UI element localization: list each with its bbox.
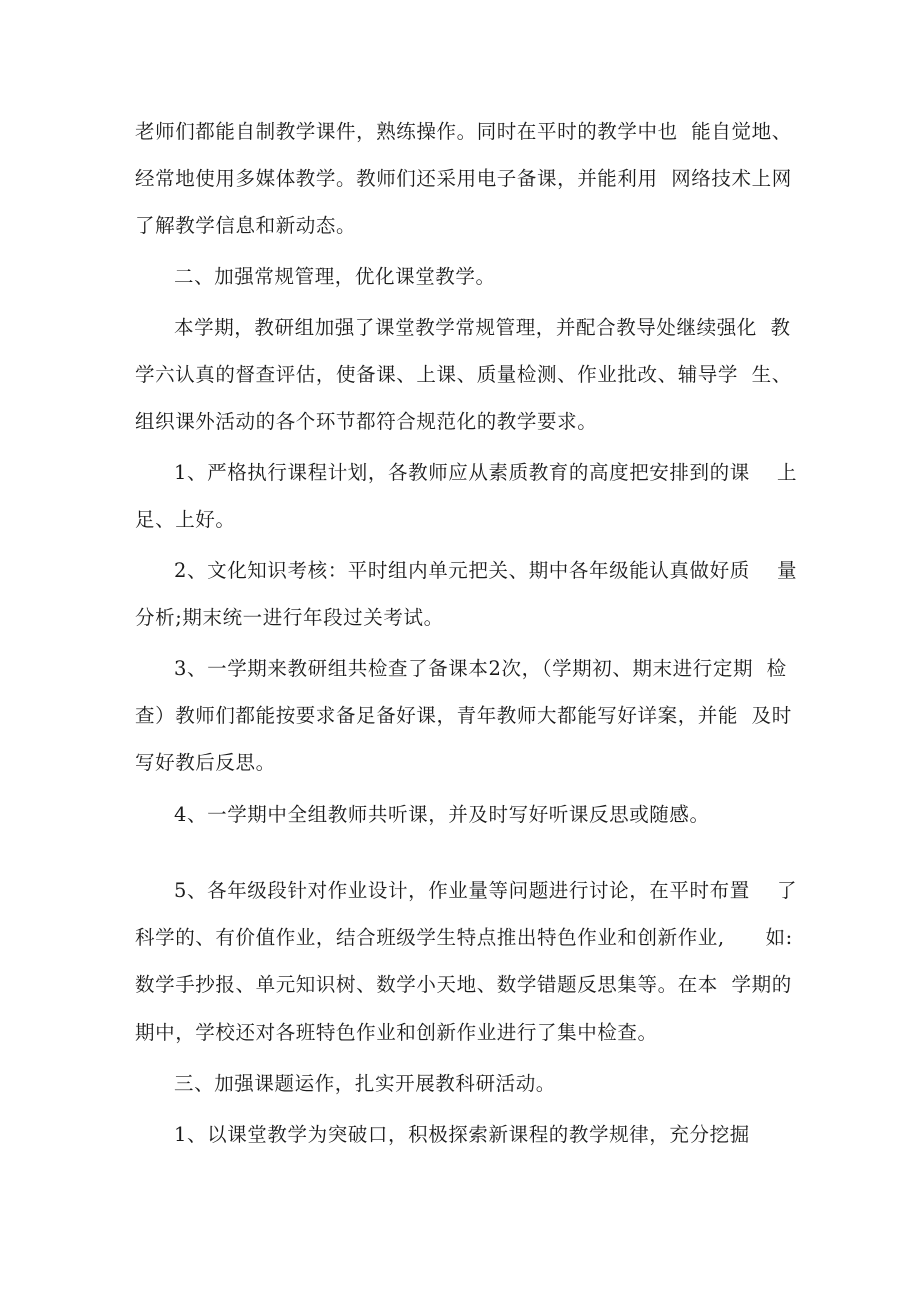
list-item: 3、一学期来教研组共检查了备课本2次，（学期初、期末进行定期 检 [174, 657, 787, 680]
text-line: 老师们都能自制教学课件，熟练操作。同时在平时的教学中也 能自觉地、 [135, 120, 792, 143]
text-line: 足、上好。 [135, 508, 236, 531]
text-line: 查）教师们都能按要求备足备好课，青年教师大都能写好详案，并能 及时 [135, 704, 792, 727]
text-line: 经常地使用多媒体教学。教师们还采用电子备课，并能利用 网络技术上网 [135, 167, 792, 190]
list-item: 4、一学期中全组教师共听课，并及时写好听课反思或随感。 [174, 803, 710, 826]
list-item: 1、以课堂教学为突破口，积极探索新课程的教学规律，充分挖掘 [174, 1123, 750, 1146]
text-line: 了解教学信息和新动态。 [135, 214, 357, 237]
text-line: 学六认真的督查评估，使备课、上课、质量检测、作业批改、辅导学 生、 [135, 363, 792, 386]
text-line: 科学的、有价值作业，结合班级学生特点推出特色作业和创新作业, 如: [135, 926, 793, 949]
list-item: 1、严格执行课程计划，各教师应从素质教育的高度把安排到的课 上 [174, 461, 798, 484]
section-heading: 二、加强常规管理，优化课堂教学。 [174, 265, 496, 288]
section-heading: 三、加强课题运作，扎实开展教科研活动。 [174, 1072, 556, 1095]
list-item: 2、文化知识考核：平时组内单元把关、期中各年级能认真做好质 量 [174, 559, 798, 582]
text-line: 分析;期末统一进行年段过关考试。 [135, 606, 444, 629]
text-line: 数学手抄报、单元知识树、数学小天地、数学错题反思集等。在本 学期的 [135, 973, 792, 996]
text-line: 写好教后反思。 [135, 751, 276, 774]
text-line: 组织课外活动的各个环节都符合规范化的教学要求。 [135, 410, 598, 433]
list-item: 5、各年级段针对作业设计，作业量等问题进行讨论，在平时布置 了 [174, 879, 798, 902]
text-line: 期中，学校还对各班特色作业和创新作业进行了集中检查。 [135, 1021, 658, 1044]
text-line: 本学期，教研组加强了课堂教学常规管理，并配合教导处继续强化 教 [174, 316, 791, 339]
